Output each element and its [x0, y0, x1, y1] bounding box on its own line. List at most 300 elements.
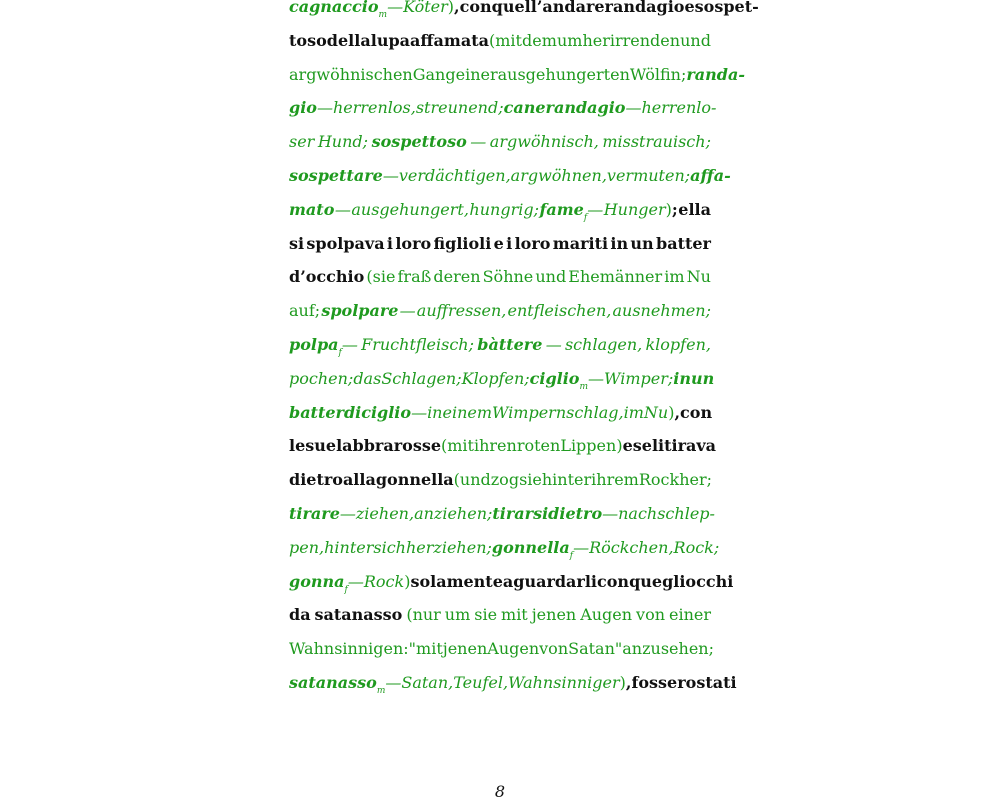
- german-gloss: her;: [679, 470, 713, 490]
- italian-text: randagio: [604, 0, 685, 16]
- text-line: [289, 125, 711, 159]
- gender-marker: f: [338, 347, 342, 358]
- german-gloss: Hunger: [603, 199, 666, 219]
- german-gloss: sospettoso: [371, 132, 467, 152]
- german-gloss: dem: [522, 30, 557, 50]
- german-gloss: ): [447, 0, 455, 16]
- italian-text: con: [680, 402, 713, 422]
- italian-text: mariti: [552, 233, 609, 253]
- word: [604, 193, 678, 227]
- german-gloss: Augen: [487, 639, 540, 659]
- german-gloss: Rock: [638, 470, 680, 490]
- word: [289, 497, 340, 531]
- word: [460, 0, 492, 24]
- word: [487, 632, 539, 666]
- word: [568, 260, 662, 294]
- german-gloss: argwöhnischen: [289, 64, 413, 84]
- word: [503, 565, 513, 599]
- text-line: [289, 463, 711, 497]
- german-gloss: ausgehungert,: [351, 199, 469, 219]
- italian-text: e: [493, 233, 504, 253]
- word: [492, 396, 624, 430]
- german-gloss: hinter: [324, 537, 374, 557]
- word: [610, 227, 628, 261]
- word: [433, 260, 480, 294]
- italian-text: in: [610, 233, 629, 253]
- text-line: [289, 24, 711, 58]
- text-body: [289, 0, 759, 700]
- word: [685, 565, 733, 599]
- word: [395, 227, 431, 261]
- gender-marker: f: [569, 550, 574, 561]
- word: [333, 91, 416, 125]
- german-gloss: —: [316, 98, 333, 118]
- word: [673, 362, 691, 396]
- word: [289, 362, 353, 396]
- german-gloss: ausgehungerten: [497, 64, 630, 84]
- word: [622, 632, 714, 666]
- italian-text: lupa: [370, 30, 410, 50]
- german-gloss: dietro: [548, 503, 603, 523]
- word: [580, 598, 632, 632]
- german-gloss: Schlagen;: [381, 368, 462, 388]
- page-number: 8: [494, 782, 506, 801]
- german-gloss: misstrauisch;: [602, 132, 711, 152]
- word: [501, 598, 528, 632]
- word: [696, 666, 736, 700]
- german-gloss: ausnehmen;: [612, 301, 711, 321]
- italian-text: guardarli: [513, 571, 598, 591]
- text-line: [289, 497, 715, 531]
- word: [336, 429, 394, 463]
- italian-text: loro: [514, 233, 551, 253]
- word: [492, 0, 605, 24]
- word: [690, 159, 731, 193]
- word: [289, 294, 320, 328]
- italian-text: e: [684, 0, 695, 16]
- german-gloss: (sie: [366, 267, 396, 287]
- text-line: [289, 91, 717, 125]
- word: [680, 24, 711, 58]
- german-gloss: Wimpernschlag,: [492, 402, 624, 422]
- word: [376, 463, 454, 497]
- gender-marker: f: [344, 584, 348, 595]
- german-gloss: pen,: [289, 537, 325, 557]
- german-gloss: streunend;: [415, 98, 504, 118]
- word: [406, 531, 492, 565]
- german-gloss: deren: [433, 267, 481, 287]
- german-gloss: —: [587, 199, 604, 219]
- german-gloss: auf;: [289, 301, 321, 321]
- german-gloss: herrenlo-: [641, 98, 717, 118]
- italian-text: batter: [656, 233, 711, 253]
- word: [454, 463, 491, 497]
- word: [535, 260, 566, 294]
- text-line: [289, 632, 714, 666]
- word: [613, 294, 711, 328]
- word: [462, 362, 530, 396]
- word: [539, 632, 568, 666]
- word: [678, 193, 711, 227]
- german-gloss: Rock;: [673, 537, 720, 557]
- german-gloss: ): [619, 672, 626, 692]
- word: [289, 159, 383, 193]
- german-gloss: umherirrenden: [556, 30, 681, 50]
- text-line: [289, 531, 720, 565]
- italian-text: ;: [671, 199, 678, 219]
- german-gloss: einer: [455, 64, 498, 84]
- word: [371, 24, 410, 58]
- italian-text: dietro: [289, 470, 343, 490]
- german-gloss: ihrem: [591, 470, 639, 490]
- german-gloss: mit: [501, 605, 528, 625]
- german-gloss: ser: [289, 132, 315, 152]
- italian-text: i: [506, 233, 513, 253]
- word: [289, 91, 317, 125]
- german-gloss: cane: [503, 98, 546, 118]
- german-gloss: einer: [668, 605, 711, 625]
- german-gloss: —: [334, 199, 351, 219]
- german-gloss: pochen;: [289, 368, 354, 388]
- italian-text: ,: [454, 0, 460, 16]
- italian-text: tirava: [664, 436, 717, 456]
- german-gloss: —: [339, 503, 356, 523]
- text-line: [289, 666, 737, 700]
- german-gloss: zog: [490, 470, 520, 490]
- italian-text: con: [459, 0, 492, 16]
- german-gloss: im: [664, 267, 685, 287]
- word: [686, 58, 745, 92]
- german-gloss: fraß: [397, 267, 432, 287]
- german-gloss: schlagen,: [564, 334, 643, 354]
- german-gloss: cagnaccio: [289, 0, 379, 16]
- german-gloss: (mit: [441, 436, 474, 456]
- german-gloss: —: [470, 132, 487, 152]
- italian-text: li: [651, 436, 665, 456]
- german-gloss: spolpare: [321, 301, 399, 321]
- word: [639, 463, 679, 497]
- word: [687, 260, 711, 294]
- german-gloss: gio: [289, 98, 317, 118]
- word: [372, 125, 467, 159]
- word: [315, 598, 403, 632]
- german-gloss: —: [399, 301, 416, 321]
- word: [289, 565, 364, 599]
- word: [492, 531, 589, 565]
- word: [530, 362, 604, 396]
- german-gloss: sie: [519, 470, 542, 490]
- german-gloss: anzusehen;: [622, 639, 714, 659]
- german-gloss: Fruchtfleisch;: [361, 334, 474, 354]
- word: [489, 24, 522, 58]
- word: [400, 294, 416, 328]
- german-gloss: tirare: [289, 503, 340, 523]
- german-gloss: Klopfen;: [461, 368, 530, 388]
- word: [477, 328, 542, 362]
- word: [289, 429, 305, 463]
- word: [519, 463, 542, 497]
- word: [394, 429, 441, 463]
- italian-text: rosse: [393, 436, 442, 456]
- italian-text: figlioli: [433, 233, 492, 253]
- word: [381, 362, 461, 396]
- word: [442, 396, 492, 430]
- german-gloss: und: [535, 267, 567, 287]
- word: [605, 0, 685, 24]
- german-gloss: gonna: [289, 571, 345, 591]
- word: [387, 227, 393, 261]
- word: [335, 193, 351, 227]
- german-gloss: und: [680, 30, 711, 50]
- word: [506, 227, 512, 261]
- word: [470, 125, 486, 159]
- word: [383, 159, 399, 193]
- german-gloss: Röckchen,: [589, 537, 674, 557]
- word: [633, 429, 652, 463]
- german-gloss: verdächtigen,: [398, 165, 511, 185]
- german-gloss: Gang: [412, 64, 456, 84]
- word: [474, 598, 497, 632]
- word: [443, 632, 488, 666]
- german-gloss: Satan": [568, 639, 623, 659]
- word: [289, 666, 401, 700]
- gender-marker: m: [579, 381, 589, 392]
- italian-text: con: [597, 571, 630, 591]
- german-gloss: auffressen,: [416, 301, 507, 321]
- german-gloss: polpa: [289, 334, 339, 354]
- german-gloss: roten: [516, 436, 561, 456]
- german-gloss: "mit: [408, 639, 443, 659]
- word: [631, 666, 696, 700]
- german-gloss: fame: [539, 199, 584, 219]
- german-gloss: bàttere: [477, 334, 543, 354]
- german-gloss: in: [673, 368, 691, 388]
- word: [456, 58, 498, 92]
- text-line: [289, 598, 711, 632]
- word: [508, 666, 631, 700]
- word: [532, 598, 577, 632]
- word: [399, 159, 511, 193]
- german-gloss: einem: [442, 402, 493, 422]
- word: [546, 91, 626, 125]
- word: [498, 58, 630, 92]
- word: [557, 24, 680, 58]
- word: [317, 91, 333, 125]
- german-gloss: in: [427, 402, 443, 422]
- word: [289, 598, 311, 632]
- word: [625, 91, 641, 125]
- word: [597, 565, 629, 599]
- word: [602, 497, 618, 531]
- german-gloss: das: [353, 368, 382, 388]
- word: [604, 362, 673, 396]
- word: [492, 497, 548, 531]
- german-gloss: Teufel,: [453, 672, 509, 692]
- german-gloss: Hund;: [317, 132, 369, 152]
- word: [490, 125, 599, 159]
- german-gloss: hungrig;: [469, 199, 539, 219]
- word: [409, 632, 443, 666]
- german-gloss: randagio: [545, 98, 626, 118]
- german-gloss: —: [573, 537, 590, 557]
- german-gloss: di: [343, 402, 362, 422]
- german-gloss: Augen: [580, 605, 633, 625]
- german-gloss: Wahnsinniger: [508, 672, 620, 692]
- italian-text: toso: [289, 30, 327, 50]
- word: [289, 193, 334, 227]
- word: [289, 24, 327, 58]
- german-gloss: Köter: [403, 0, 448, 16]
- german-gloss: ): [404, 571, 411, 591]
- italian-text: le: [289, 436, 306, 456]
- word: [680, 396, 712, 430]
- text-line: [289, 429, 717, 463]
- italian-text: affamata: [410, 30, 489, 50]
- german-gloss: jenen: [531, 605, 577, 625]
- german-gloss: sich: [373, 537, 406, 557]
- german-gloss: —: [588, 368, 605, 388]
- word: [417, 294, 507, 328]
- italian-text: d’occhio: [289, 267, 365, 287]
- word: [645, 328, 710, 362]
- word: [565, 328, 642, 362]
- word: [306, 227, 384, 261]
- word: [414, 497, 492, 531]
- german-gloss: —: [545, 334, 562, 354]
- text-line: [289, 294, 711, 328]
- german-gloss: un: [690, 368, 715, 388]
- text-line: [289, 396, 711, 430]
- word: [289, 463, 343, 497]
- italian-text: della: [326, 30, 371, 50]
- german-gloss: ziehen,: [355, 503, 415, 523]
- word: [511, 159, 607, 193]
- word: [644, 396, 680, 430]
- word: [411, 396, 427, 430]
- word: [618, 497, 715, 531]
- italian-text: occhi: [685, 571, 734, 591]
- german-gloss: —: [602, 503, 619, 523]
- text-line: [289, 260, 711, 294]
- word: [656, 227, 711, 261]
- word: [445, 598, 470, 632]
- german-gloss: argwöhnisch,: [489, 132, 599, 152]
- word: [361, 396, 411, 430]
- word: [491, 463, 519, 497]
- german-gloss: Wölfin;: [629, 64, 687, 84]
- german-gloss: Nu: [686, 267, 711, 287]
- german-gloss: Ehemänner: [568, 267, 663, 287]
- italian-text: quell’andare: [491, 0, 605, 16]
- german-gloss: im: [623, 402, 644, 422]
- text-line: [289, 328, 711, 362]
- german-gloss: mato: [289, 199, 335, 219]
- word: [542, 463, 591, 497]
- word: [289, 227, 304, 261]
- german-gloss: sospettare: [289, 165, 383, 185]
- german-gloss: jenen: [442, 639, 488, 659]
- word: [401, 666, 453, 700]
- word: [364, 565, 411, 599]
- german-gloss: —: [385, 672, 402, 692]
- german-gloss: um: [444, 605, 471, 625]
- word: [427, 396, 442, 430]
- word: [504, 91, 546, 125]
- word: [410, 565, 502, 599]
- italian-text: spolpava: [306, 233, 385, 253]
- german-gloss: vermuten;: [606, 165, 691, 185]
- german-gloss: Wimper;: [604, 368, 674, 388]
- word: [289, 328, 358, 362]
- italian-text: se: [632, 436, 652, 456]
- text-line: [289, 0, 759, 24]
- word: [441, 429, 474, 463]
- word: [343, 463, 376, 497]
- italian-text: labbra: [336, 436, 394, 456]
- word: [546, 328, 562, 362]
- german-gloss: herrenlos,: [332, 98, 416, 118]
- gender-marker: m: [376, 685, 386, 696]
- german-gloss: (und: [453, 470, 491, 490]
- word: [366, 260, 395, 294]
- italian-text: loro: [395, 233, 432, 253]
- word: [327, 24, 371, 58]
- word: [607, 159, 690, 193]
- word: [483, 260, 534, 294]
- word: [344, 396, 361, 430]
- german-gloss: Nu: [643, 402, 669, 422]
- word: [410, 24, 489, 58]
- italian-text: ,: [625, 672, 632, 692]
- german-gloss: anziehen;: [414, 503, 493, 523]
- italian-text: fossero: [631, 672, 697, 692]
- italian-text: si: [289, 233, 305, 253]
- word: [589, 531, 673, 565]
- word: [318, 125, 368, 159]
- word: [691, 362, 714, 396]
- word: [416, 91, 504, 125]
- italian-text: i: [386, 233, 393, 253]
- word: [636, 598, 665, 632]
- german-gloss: ): [668, 402, 675, 422]
- german-gloss: Rock: [363, 571, 405, 591]
- german-gloss: ihren: [473, 436, 517, 456]
- text-line: [289, 227, 711, 261]
- german-gloss: tirarsi: [492, 503, 549, 523]
- italian-text: un: [630, 233, 654, 253]
- german-gloss: argwöhnen,: [510, 165, 607, 185]
- word: [669, 598, 711, 632]
- word: [324, 531, 373, 565]
- word: [403, 0, 460, 24]
- word: [289, 58, 413, 92]
- german-gloss: herziehen;: [405, 537, 492, 557]
- text-line: [289, 58, 745, 92]
- word: [289, 125, 314, 159]
- german-gloss: klopfen,: [645, 334, 711, 354]
- gender-marker: m: [378, 10, 388, 20]
- word: [289, 396, 344, 430]
- word: [305, 429, 336, 463]
- word: [289, 632, 409, 666]
- word: [674, 531, 720, 565]
- word: [539, 193, 603, 227]
- italian-text: alla: [342, 470, 376, 490]
- word: [630, 227, 653, 261]
- german-gloss: (mit: [489, 30, 522, 50]
- text-line: [289, 159, 731, 193]
- italian-text: ella: [678, 199, 711, 219]
